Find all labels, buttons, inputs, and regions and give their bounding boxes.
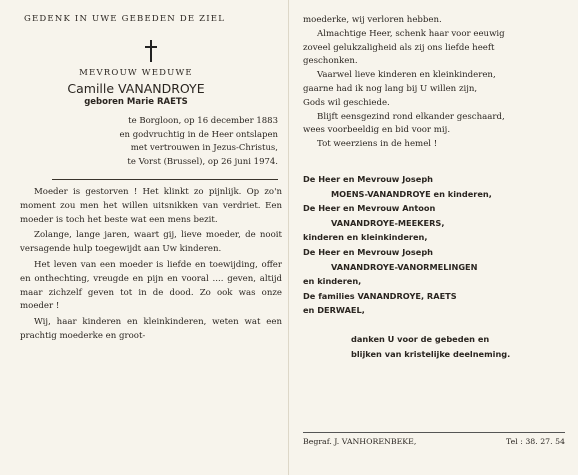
thanks-line: danken U voor de gebeden en [351,333,490,344]
family-line: De Heer en Mevrouw Joseph [303,173,434,184]
thanks-text [303,332,565,362]
prayer-line: gaarne had ik nog lang bij U willen zijn, [303,83,478,94]
undertaker-name: Begraf. J. VANHORENBEKE, [303,437,417,446]
divider [52,179,278,180]
prayer-line: Gods wil geschiede. [303,97,390,108]
family-line: VANANDROYE-VANORMELINGEN [331,261,478,272]
prayer-text [303,14,565,152]
family-line: en kinderen, [303,276,362,287]
family-line: en DERWAEL, [303,305,365,316]
footer [303,432,565,446]
paragraph: Het leven van een moeder is liefde en toewijding, offer en onthechting, vreugde en pijn en vooral .... geven, altijd maar zichzelf geven tot in de dood. Zo ook was onze moeder ! [20,259,282,312]
prayer-line: zoveel gelukzaligheid als zij ons liefde heeft [303,42,495,53]
family-line: De families VANANDROYE, RAETS [303,290,457,301]
cross-icon [145,40,157,62]
birth-name: geboren Marie RAETS [84,97,188,107]
family-line: kinderen en kleinkinderen, [303,232,428,243]
death-line: en godvruchtig in de Heer ontslapen [119,129,278,140]
header-text: GEDENK IN UWE GEBEDEN DE ZIEL [24,14,226,24]
prayer-line: moederke, wij verloren hebben. [303,15,442,25]
death-line: met vertrouwen in Jezus-Christus, [130,143,278,153]
family-line: MOENS-VANANDROYE en kinderen, [331,188,492,199]
family-line: De Heer en Mevrouw Joseph [303,246,434,257]
paragraph: Zolange, lange jaren, waart gij, lieve moeder, de nooit versagende hulp toegewijdt aan Uw kinderen. [20,230,282,255]
death-notice [20,115,282,169]
family-line: De Heer en Mevrouw Antoon [303,203,436,214]
death-line: te Vorst (Brussel), op 26 juni 1974. [127,156,278,167]
title-line: MEVROUW WEDUWE [79,68,193,78]
death-line: te Borgloon, op 16 december 1883 [128,116,278,126]
memorial-text [20,186,282,344]
paragraph: Wij, haar kinderen en kleinkinderen, weten wat een prachtig moederke en groot- [20,317,282,341]
prayer-line: Vaarwel lieve kinderen en kleinkinderen, [317,70,496,81]
right-panel [303,14,565,362]
fold-line [288,0,289,475]
undertaker-phone: Tel : 38. 27. 54 [506,437,565,446]
left-panel [20,14,282,346]
prayer-line: Almachtige Heer, schenk haar voor eeuwig [317,28,505,39]
prayer-line: Tot weerziens in de hemel ! [317,139,438,150]
prayer-line: wees voorbeeldig en bid voor mij. [303,125,451,136]
thanks-line: blijken van kristelijke deelneming. [351,348,511,359]
deceased-name: Camille VANANDROYE [67,81,205,96]
paragraph: Moeder is gestorven ! Het klinkt zo pijnlijk. Op zo'n moment zou men het willen uitsnikken van verdriet. Een moeder is toch het beste wat een mens bezit. [20,187,282,225]
family-line: VANANDROYE-MEEKERS, [331,217,445,228]
prayer-line: geschonken. [303,56,358,67]
prayer-line: Blijft eensgezind rond elkander geschaard, [317,111,505,122]
family-list [303,172,565,318]
